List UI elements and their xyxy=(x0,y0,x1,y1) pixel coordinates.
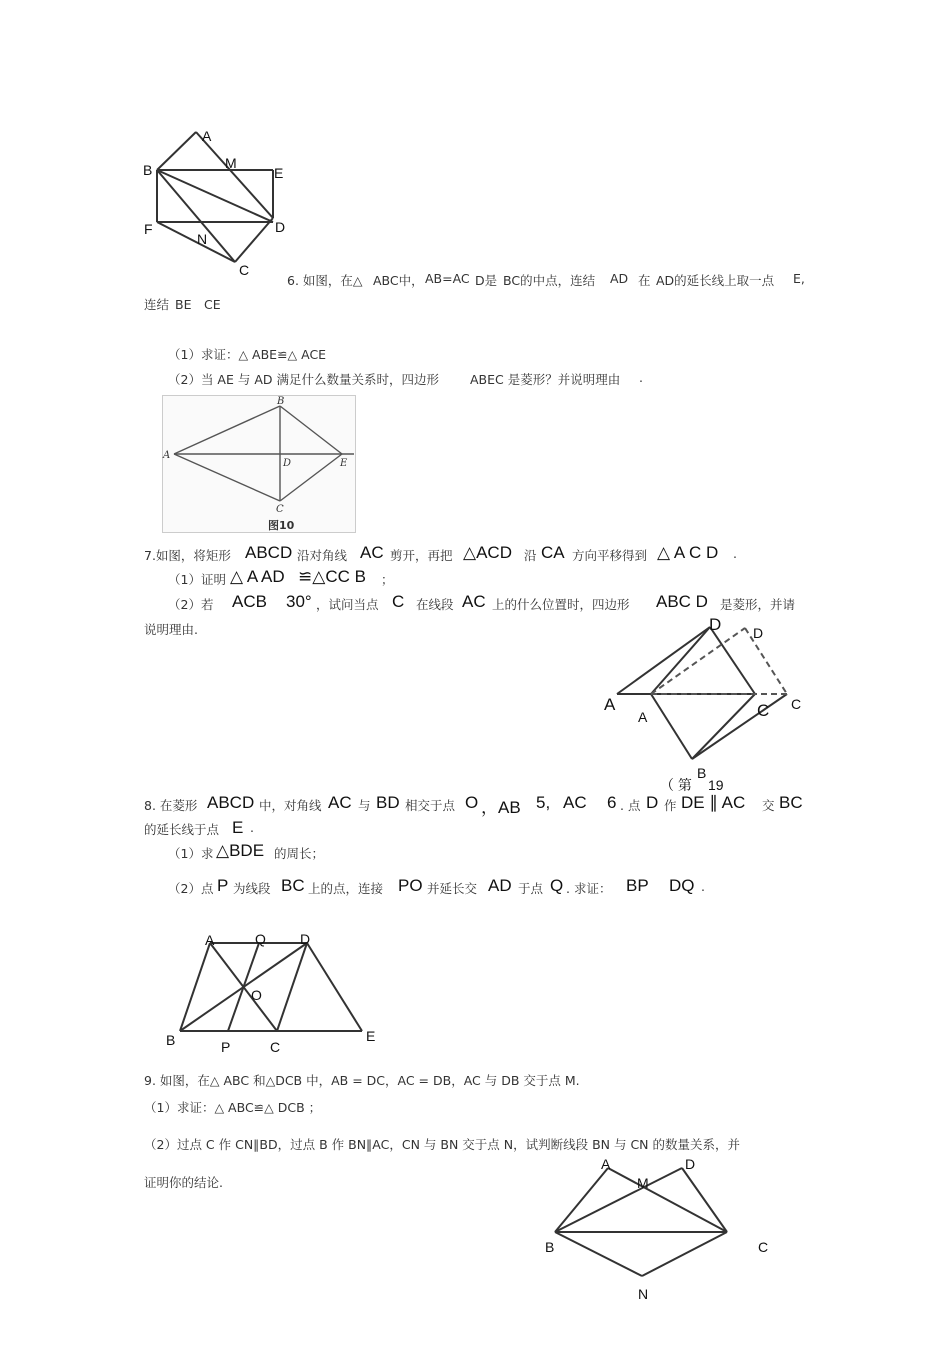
q8-math: 6 xyxy=(607,793,617,812)
label-point-p: P xyxy=(221,1039,231,1055)
q8-math: BC xyxy=(779,793,803,812)
q7-text: ，试问当点 xyxy=(316,597,379,612)
q6-text: 6. 如图，在△ xyxy=(287,273,363,288)
label-point-q: Q xyxy=(255,931,266,947)
q6-text: CE xyxy=(204,297,221,312)
q8-math: BC xyxy=(281,876,305,895)
q6-part-2: （2）当 AE 与 AD 满足什么数量关系时，四边形 xyxy=(168,372,439,387)
q9-text: 证明你的结论. xyxy=(144,1175,223,1190)
q8-text: 为线段 xyxy=(233,881,271,896)
q7-text: ； xyxy=(381,572,394,587)
label-point-d: D xyxy=(283,458,292,469)
q7-math: AC xyxy=(462,592,486,611)
label-point-m: M xyxy=(225,155,237,171)
q6-text: D是 xyxy=(475,273,498,288)
label-point-m: M xyxy=(637,1175,649,1191)
q7-math: △ A C D xyxy=(657,543,719,562)
q6-text: AB=AC xyxy=(425,271,470,286)
q7-text: 在线段 xyxy=(416,597,454,612)
q8-math: O xyxy=(465,793,479,812)
q8-math: DQ xyxy=(669,876,695,895)
label-point-a: A xyxy=(604,695,616,714)
q8-text: （2）点 xyxy=(168,881,214,896)
label-point-a: A xyxy=(205,932,215,948)
figure-kite-abec xyxy=(162,395,356,533)
q7-text: 剪开，再把 xyxy=(390,548,453,563)
figure-caption: 图10 xyxy=(268,519,295,532)
q8-text: . xyxy=(701,879,705,894)
figure-caption: （ 第 xyxy=(660,777,692,793)
q8-text: 相交于点 xyxy=(405,798,456,813)
q8-text: 交 xyxy=(762,798,775,813)
q8-math: ABCD xyxy=(207,793,255,812)
q6-part-2: . xyxy=(639,370,643,385)
q8-math: E xyxy=(232,818,244,837)
label-point-c: C xyxy=(758,1239,769,1255)
q8-math: 5, xyxy=(536,793,551,812)
q7-text: . xyxy=(733,546,737,561)
q8-math: AC xyxy=(563,793,587,812)
label-point-c: C xyxy=(270,1039,281,1055)
label-point-e: E xyxy=(340,458,348,469)
q8-text: 的延长线于点 xyxy=(144,822,220,837)
figure-triangles-abc-dcb xyxy=(540,1152,780,1307)
label-point-f: F xyxy=(144,221,153,237)
label-point-a: A xyxy=(202,128,212,144)
q8-text: 作 xyxy=(664,798,677,813)
label-point-a: A xyxy=(601,1156,611,1172)
q7-text: （1）证明 xyxy=(168,572,226,587)
q8-text: 的周长； xyxy=(274,846,325,861)
q8-math: △BDE xyxy=(216,841,265,860)
q8-text: 8. 在菱形 xyxy=(144,798,198,813)
q7-text: 是菱形，并请 xyxy=(720,597,796,612)
q7-math: AC xyxy=(360,543,384,562)
label-point-e: E xyxy=(274,165,284,181)
q8-text: 并延长交 xyxy=(427,881,478,896)
label-point-b: B xyxy=(166,1032,176,1048)
q7-math: ABCD xyxy=(245,543,293,562)
figure-rhombus-abcd xyxy=(155,925,395,1060)
label-point-a-prime: A xyxy=(638,709,648,725)
q8-text: . xyxy=(250,820,254,835)
label-point-b: B xyxy=(277,396,285,407)
q9-text: 9. 如图，在△ ABC 和△DCB 中，AB = DC，AC = DB，AC 与 DB 交于点 M. xyxy=(144,1073,580,1088)
q9-part-1: （1）求证：△ ABC≌△ DCB ； xyxy=(144,1100,322,1115)
q8-text: . 点 xyxy=(620,798,641,813)
q8-text: 上的点，连接 xyxy=(308,881,384,896)
figure-translated-triangles xyxy=(595,612,810,797)
q8-math: DE ∥ AC xyxy=(681,793,746,812)
q8-math: D xyxy=(646,793,659,812)
q7-text: 方向平移得到 xyxy=(572,548,648,563)
q7-math: △ A AD xyxy=(230,567,285,586)
label-point-c-prime: C xyxy=(757,701,770,720)
q6-text: 连结 xyxy=(144,297,170,312)
q6-text: AD xyxy=(610,271,629,286)
q8-text: 中，对角线 xyxy=(259,798,322,813)
q8-math: AD xyxy=(488,876,512,895)
label-point-e: E xyxy=(366,1028,376,1044)
q7-math: △ACD xyxy=(463,543,512,562)
label-point-c: C xyxy=(276,504,284,515)
q6-text: 在 xyxy=(638,273,651,288)
q7-text: 说明理由. xyxy=(144,622,198,637)
q7-math: ACB xyxy=(232,592,267,611)
figure-caption-number: 19 xyxy=(708,777,724,793)
label-point-c: C xyxy=(791,696,802,712)
label-point-d: D xyxy=(300,931,311,947)
q7-text: （2）若 xyxy=(168,597,214,612)
label-point-a: A xyxy=(163,450,171,461)
label-point-b: B xyxy=(697,765,707,781)
q8-text: 与 xyxy=(358,798,371,813)
q8-math: Q xyxy=(550,876,564,895)
q7-math: ≌△CC B xyxy=(298,567,366,586)
q6-text: AD的延长线上取一点 xyxy=(656,273,775,288)
q8-text: （1）求 xyxy=(168,846,214,861)
q6-text: E, xyxy=(793,271,805,286)
q8-math: PO xyxy=(398,876,423,895)
label-point-o: O xyxy=(251,987,262,1003)
q6-text: ABC中， xyxy=(373,273,424,288)
q7-text: 沿对角线 xyxy=(297,548,348,563)
q8-text: . 求证： xyxy=(566,881,612,896)
q9-part-2: （2）过点 C 作 CN∥BD，过点 B 作 BN∥AC，CN 与 BN 交于点 N，试判断线段 BN 与 CN 的数量关系，并 xyxy=(144,1137,741,1152)
label-point-b: B xyxy=(545,1239,555,1255)
label-point-b: B xyxy=(143,162,153,178)
label-point-n: N xyxy=(638,1286,649,1302)
q8-math: P xyxy=(217,876,229,895)
q8-math: AC xyxy=(328,793,352,812)
q8-math: BP xyxy=(626,876,649,895)
q7-math: 30° xyxy=(286,592,312,611)
q6-text: BC的中点，连结 xyxy=(503,273,596,288)
q8-math: BD xyxy=(376,793,400,812)
label-point-d: D xyxy=(275,219,286,235)
q7-math: CA xyxy=(541,543,565,562)
q7-text: 7.如图，将矩形 xyxy=(144,548,231,563)
q8-math: ，AB xyxy=(481,798,521,817)
q6-text: BE xyxy=(175,297,192,312)
label-point-d: D xyxy=(709,615,722,634)
q6-part-1: （1）求证：△ ABE≌△ ACE xyxy=(168,347,327,362)
q7-math: ABC D xyxy=(656,592,708,611)
q7-text: 上的什么位置时，四边形 xyxy=(492,597,630,612)
q6-part-2: ABEC 是菱形？并说明理由 xyxy=(470,372,621,387)
q7-math: C xyxy=(392,592,405,611)
q7-text: 沿 xyxy=(524,548,537,563)
label-point-n: N xyxy=(197,231,208,247)
label-point-c: C xyxy=(239,262,250,278)
label-point-d-prime: D xyxy=(753,625,764,641)
label-point-d: D xyxy=(685,1156,696,1172)
q8-text: 于点 xyxy=(518,881,544,896)
figure-hexagon-bfcd xyxy=(130,120,300,285)
